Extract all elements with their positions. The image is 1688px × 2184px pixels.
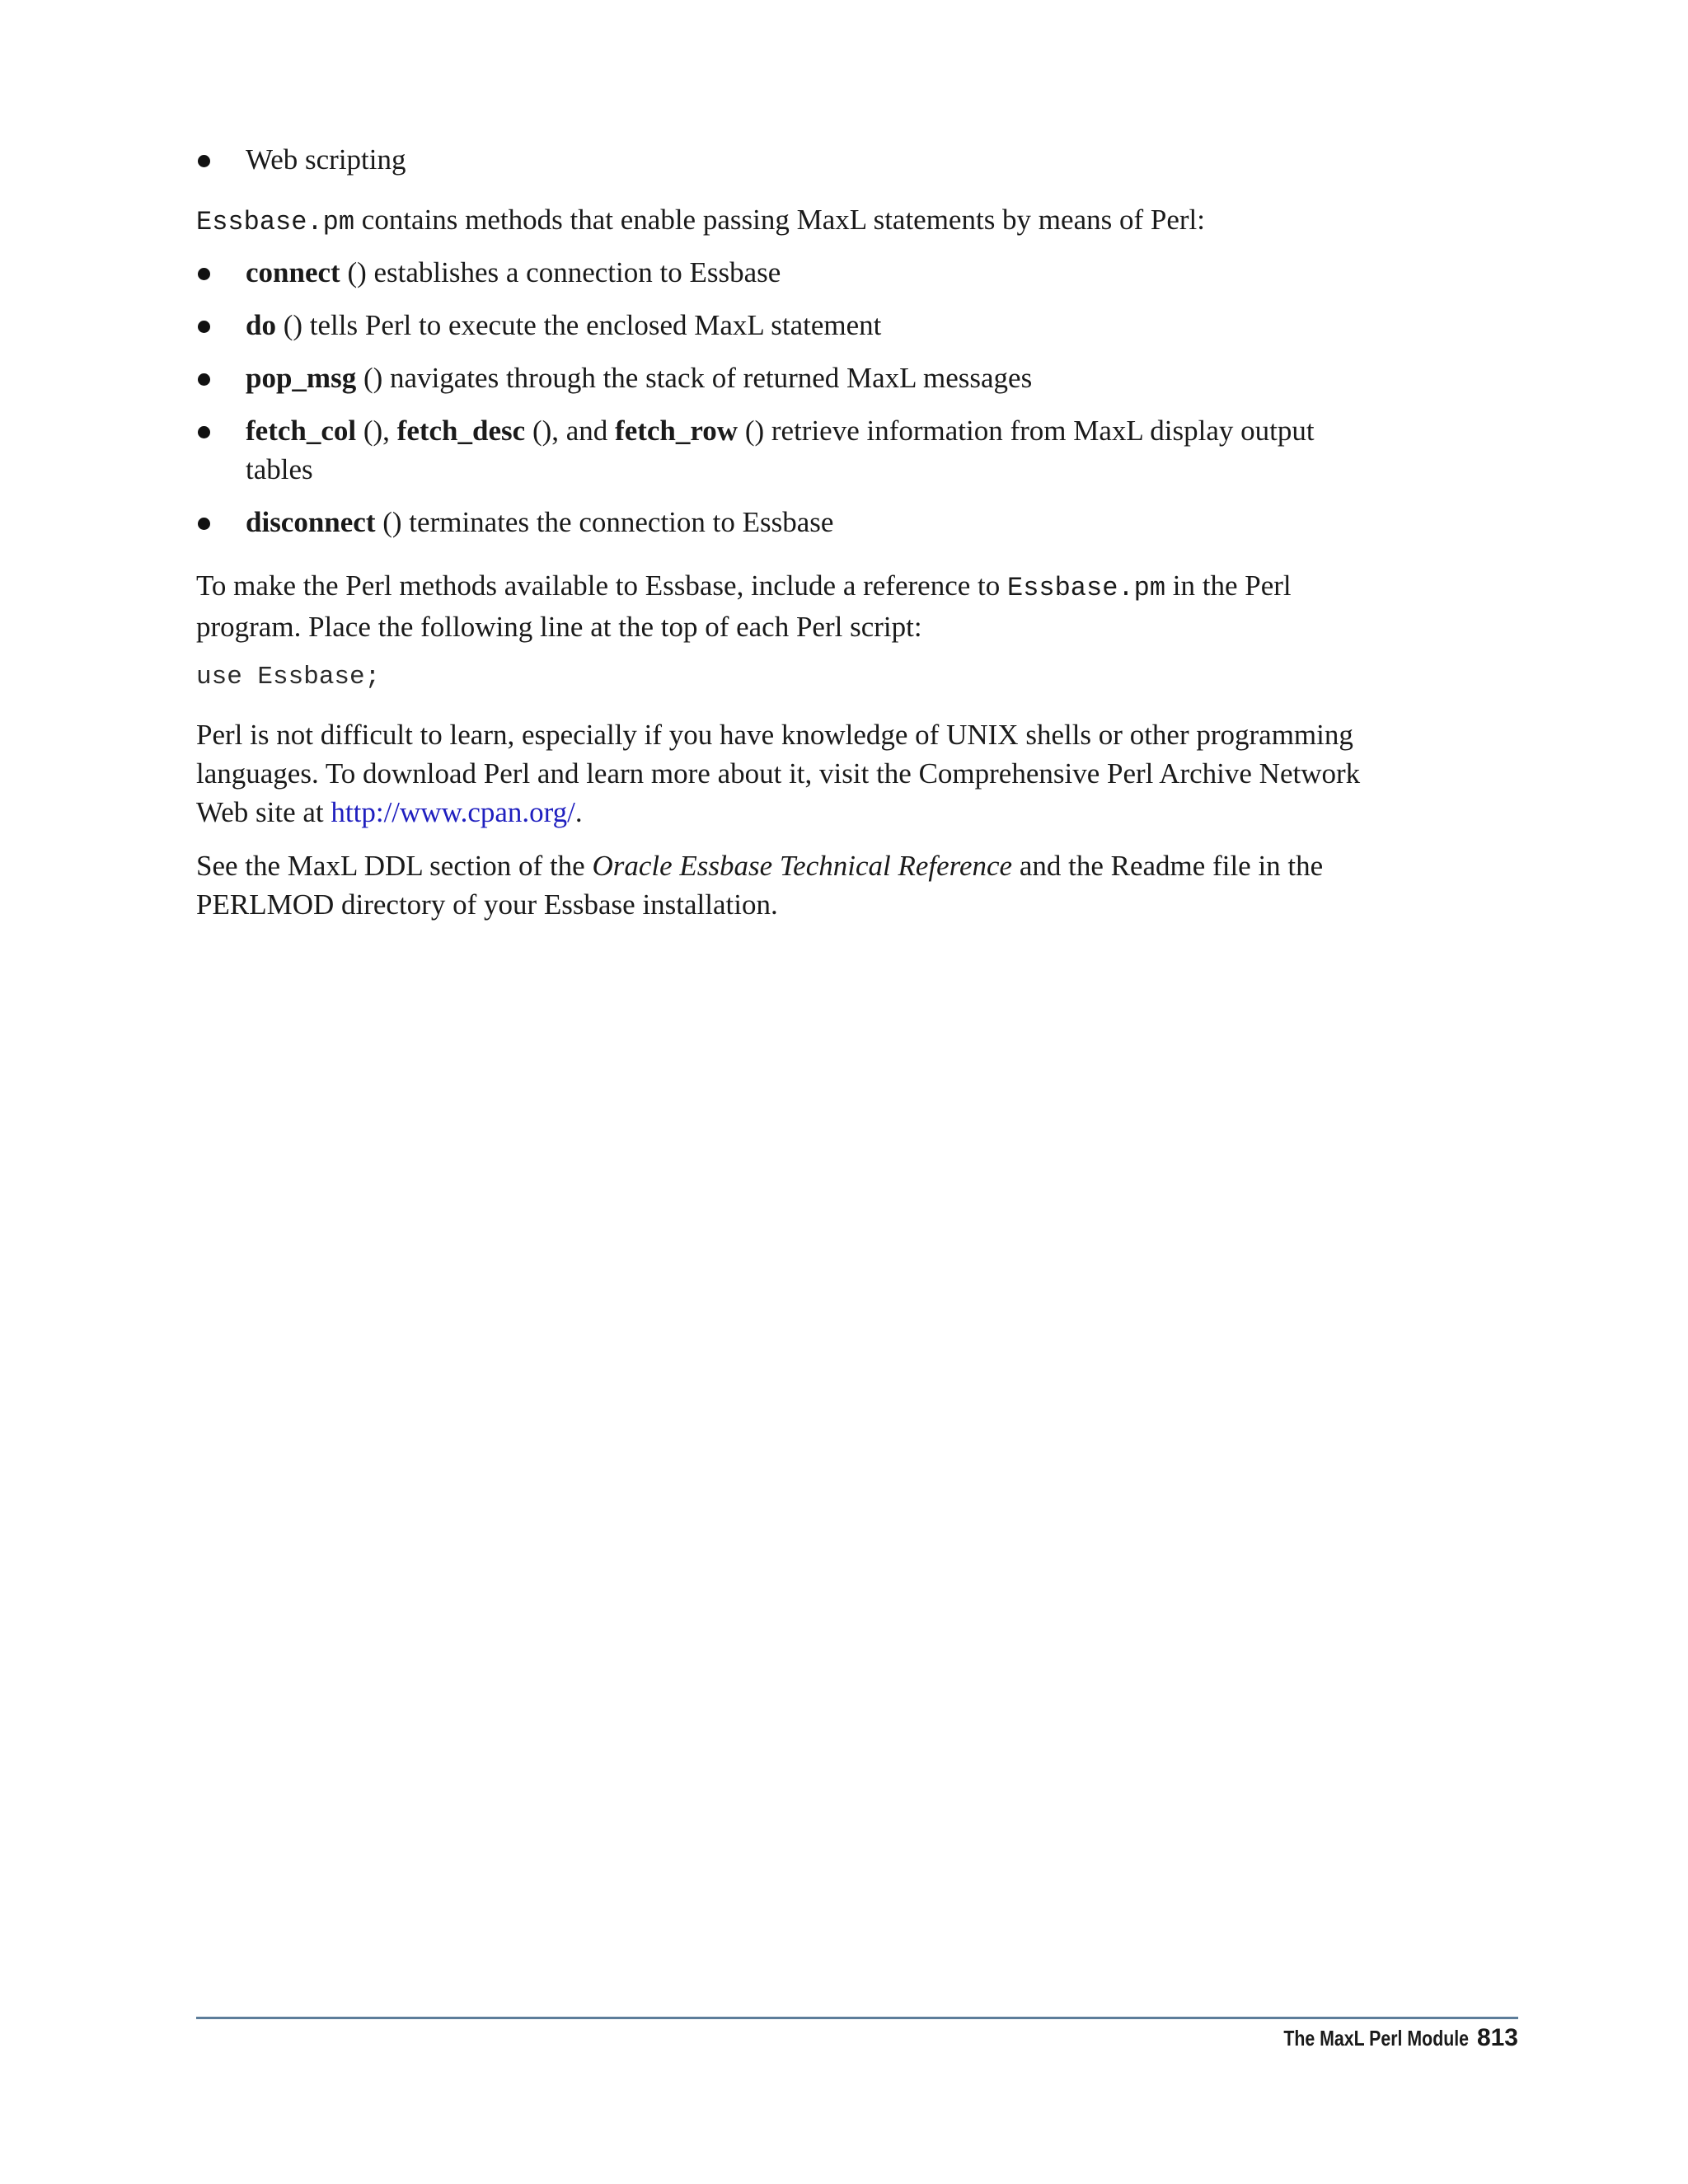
reference-paragraph: To make the Perl methods available to Essbase, include a reference to Essbase.pm in the Perl program. Place the following line at the top of each Perl script: [196, 569, 1292, 643]
bullet-icon [198, 321, 210, 333]
code-block: use Essbase; [196, 663, 381, 691]
bullet-icon [198, 373, 210, 386]
inline-code: Essbase.pm [196, 207, 355, 237]
cpan-link[interactable]: http://www.cpan.org/ [331, 796, 575, 828]
method-name: disconnect [246, 506, 376, 538]
bullet-icon [198, 426, 210, 438]
book-title: Oracle Essbase Technical Reference [592, 850, 1013, 882]
see-also-paragraph: See the MaxL DDL section of the Oracle Essbase Technical Reference and the Readme file in the PERLMOD directory of your Essbase installation. [196, 850, 1324, 921]
list-item-disconnect: disconnect () terminates the connection to Essbase [196, 503, 1383, 541]
page-number: 813 [1476, 2024, 1518, 2051]
method-name: pop_msg [246, 362, 357, 394]
method-name: connect [246, 256, 340, 288]
bullet-icon [198, 518, 210, 530]
list-item-pop-msg: pop_msg () navigates through the stack of returned MaxL messages [196, 359, 1383, 397]
method-name: do [246, 309, 276, 341]
method-name: fetch_desc [396, 415, 526, 447]
footer-section-title: The MaxL Perl Module [1283, 2026, 1469, 2050]
list-item-fetch: fetch_col (), fetch_desc (), and fetch_row () retrieve information from MaxL display output tables [196, 411, 1383, 489]
list-item-do: do () tells Perl to execute the enclosed MaxL statement [196, 306, 1383, 344]
bullet-icon [198, 155, 210, 167]
method-name: fetch_row [615, 415, 738, 447]
inline-code: Essbase.pm [1006, 573, 1166, 603]
list-item: Web scripting [196, 140, 1383, 179]
methods-intro-paragraph: Essbase.pm contains methods that enable passing MaxL statements by means of Perl: [196, 204, 1205, 237]
perl-paragraph: Perl is not difficult to learn, especially if you have knowledge of UNIX shells or other programming languages. To download Perl and learn more about it, visit the Comprehensive Perl Archive Network Web site at http://www.cpan.org/. [196, 719, 1361, 828]
methods-list [196, 253, 1383, 541]
bullet-icon [198, 268, 210, 280]
page-body [196, 140, 1383, 924]
intro-list [196, 140, 1383, 179]
method-name: fetch_col [246, 415, 357, 447]
footer-divider [196, 2017, 1518, 2019]
list-item-connect: connect () establishes a connection to Essbase [196, 253, 1383, 292]
page-footer [1243, 2024, 1518, 2052]
